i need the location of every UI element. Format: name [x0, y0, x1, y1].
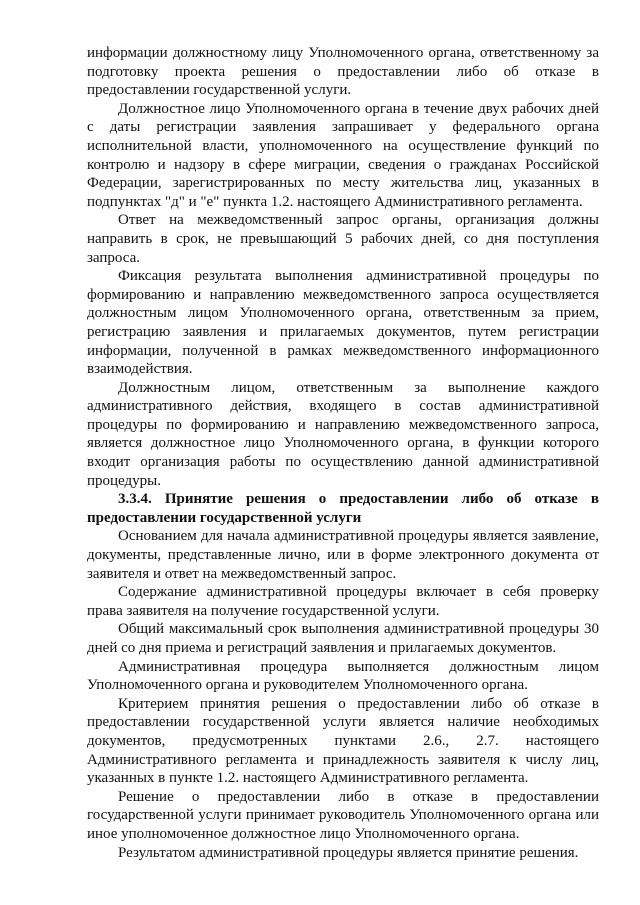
paragraph-continuation: информации должностному лицу Уполномоченного органа, ответственному за подготовку проекта решения о предоставлении либо об отказе в предоставлении государственной услуги.	[87, 45, 599, 99]
paragraph-result: Результатом административной процедуры является принятие решения.	[118, 844, 579, 861]
paragraph-basis: Основанием для начала административной процедуры является заявление, документы, представленные лично, или в форме электронного документа от заявителя и ответ на межведомственный запрос.	[87, 528, 599, 582]
paragraph-decision-maker: Решение о предоставлении либо в отказе в предоставлении государственной услуги принимает руководитель Уполномоченного органа или иное уполномоченное должностное лицо Уполномоченного органа.	[87, 788, 599, 842]
section-heading: 3.3.4. Принятие решения о предоставлении либо об отказе в предоставлении государственной услуги	[87, 491, 599, 526]
paragraph-criteria: Критерием принятия решения о предоставлении либо об отказе в предоставлении государственной услуги является наличие необходимых документов, предусмотренных пунктами 2.6., 2.7. настоящего Административного регламента и принадлежность заявителя к числу лиц, указанных в пункте 1.2. настоящего Административного регламента.	[87, 695, 599, 787]
paragraph-response-term: Ответ на межведомственный запрос органы, организация должны направить в срок, не превышающий 5 рабочих дней, со дня поступления запроса.	[87, 212, 599, 266]
paragraph-performers: Административная процедура выполняется должностным лицом Уполномоченного органа и руководителем Уполномоченного органа.	[87, 658, 599, 694]
paragraph-content: Содержание административной процедуры включает в себя проверку права заявителя на получение государственной услуги.	[87, 584, 599, 619]
paragraph-request-deadline: Должностное лицо Уполномоченного органа в течение двух рабочих дней с даты регистрации заявления запрашивает у федерального органа исполнительной власти, уполномоченного на осуществление функций по контролю и надзору в сфере миграции, сведения о гражданах Российской Федерации, зарегистрированных по месту жительства лиц, указанных в подпунктах "д" и "е" пункта 1.2. настоящего Административного регламента.	[87, 100, 599, 210]
paragraph-max-term: Общий максимальный срок выполнения административной процедуры 30 дней со дня приема и регистраций заявления и прилагаемых документов.	[87, 621, 599, 656]
paragraph-result-fixation: Фиксация результата выполнения административной процедуры по формированию и направлению межведомственного запроса осуществляется должностным лицом Уполномоченного органа, ответственным за прием, регистрацию заявления и прилагаемых документов, путем регистрации информации, полученной в рамках межведомственного информационного взаимодействия.	[87, 268, 599, 378]
paragraph-responsible-official: Должностным лицом, ответственным за выполнение каждого административного действия, входящего в состав административной процедуры по формированию и направлению межведомственного запроса, является должностное лицо Уполномоченного органа, в функции которого входит организация работы по осуществлению данной административной процедуры.	[87, 379, 599, 489]
